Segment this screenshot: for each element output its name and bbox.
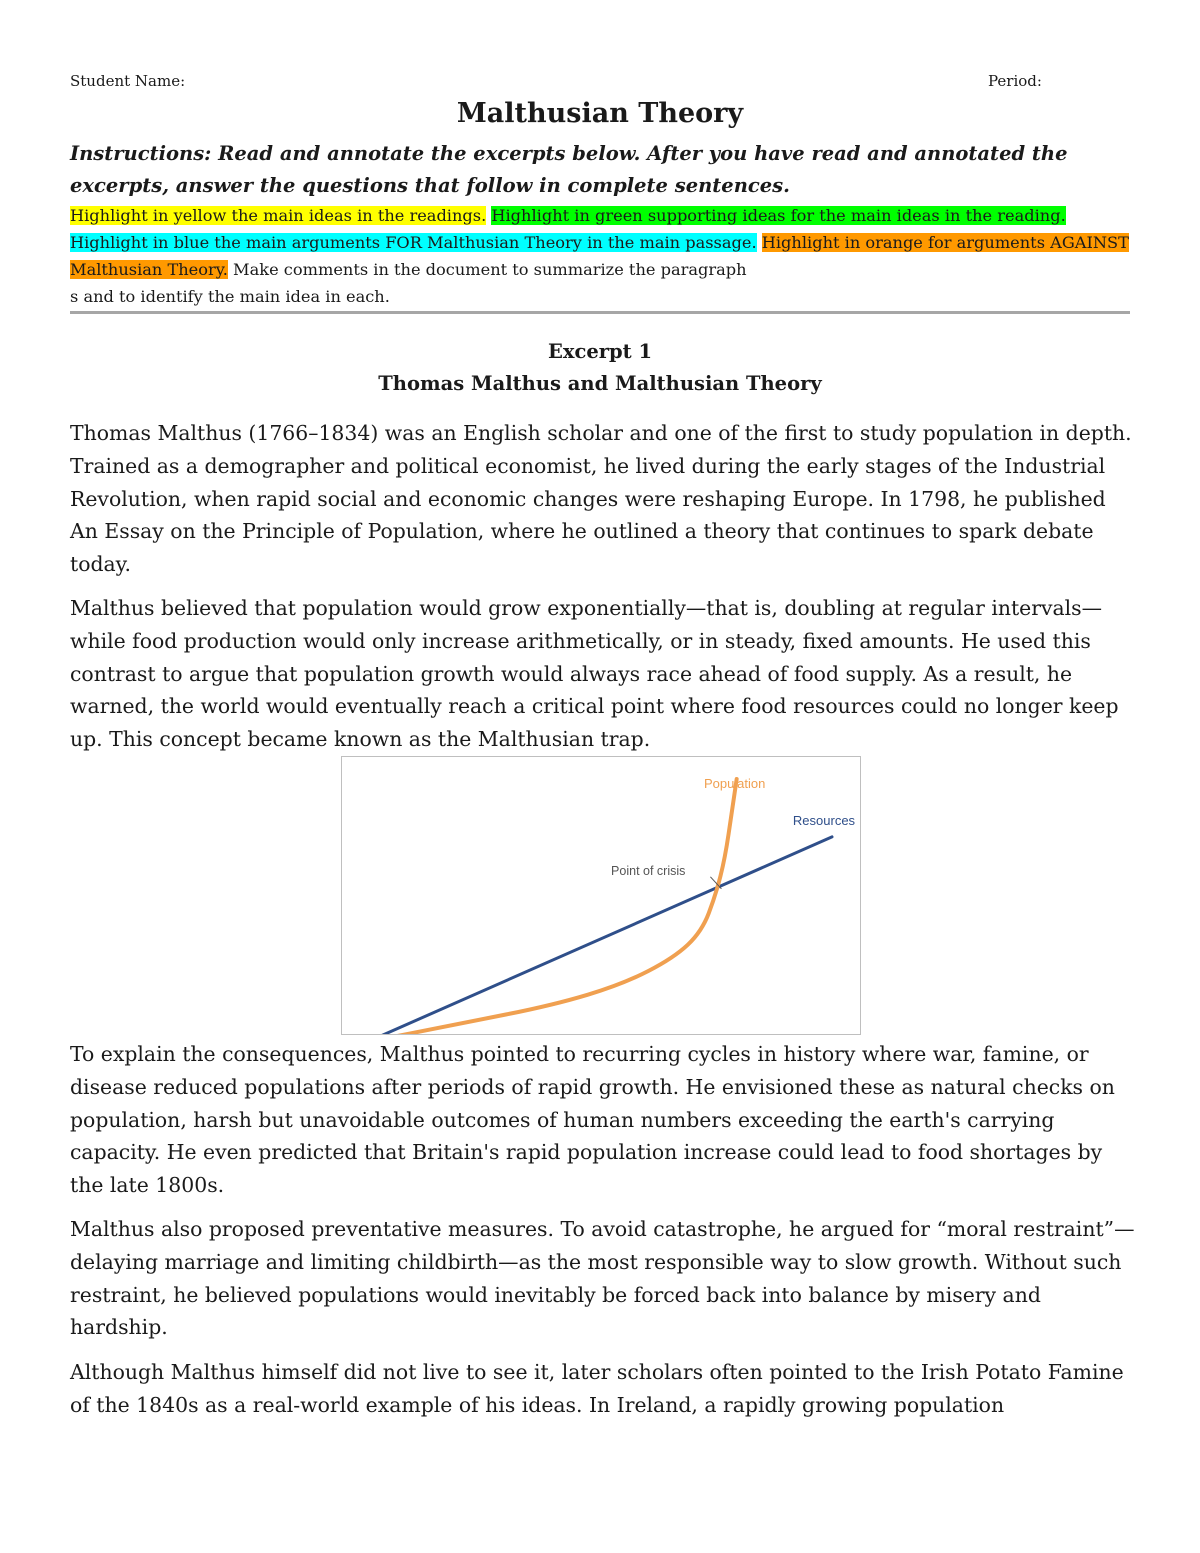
highlight-orange-instruction: Highlight in orange for arguments AGAINST Malthusian Theory.: [70, 233, 1129, 279]
paragraph-2: Malthus believed that population would grow exponentially—that is, doubling at regular intervals—while food production would only increase arithmetically, or in steady, fixed amounts. He used this contrast to argue that population growth would always race ahead of food supply. As a result, he warned, the world would eventually reach a critical point where food resources could no longer keep up. This concept became known as the Malthusian trap.: [70, 596, 1119, 752]
period-label: Period:: [988, 72, 1042, 90]
instructions: Instructions: Read and annotate the excerpts below. After you have read and annotated the excerpts, answer the questions that follow in complete sentences.: [70, 142, 1068, 197]
highlight-yellow-instruction: Highlight in yellow the main ideas in the readings.: [70, 206, 487, 225]
highlight-blue-instruction: Highlight in blue the main arguments FOR Malthusian Theory in the main passage.: [70, 233, 757, 252]
highlight-green-instruction: Highlight in green supporting ideas for the main ideas in the reading.: [491, 206, 1066, 225]
series-label-population: Population: [703, 776, 766, 791]
excerpt-title: Thomas Malthus and Malthusian Theory: [378, 372, 822, 395]
annotation-point-of-crisis: Point of crisis: [611, 863, 686, 878]
chart-svg: [342, 757, 860, 1034]
series-line-population: [367, 779, 737, 1034]
highlight-guide: [70, 202, 1130, 310]
malthusian-chart: [341, 756, 861, 1035]
page-title: Malthusian Theory: [456, 98, 744, 129]
student-name-label: Student Name:: [70, 72, 186, 90]
series-label-resources: Resources: [792, 812, 856, 828]
paragraph-4: Malthus also proposed preventative measures. To avoid catastrophe, he argued for “moral restraint”—delaying marriage and limiting childbirth—as the most responsible way to slow growth. Without such restraint, he believed populations would inevitably be forced back into balance by misery and hardship.: [70, 1217, 1135, 1340]
comment-instruction-line2: s and to identify the main idea in each.: [70, 287, 390, 306]
paragraph-5: Although Malthus himself did not live to see it, later scholars often pointed to the Irish Potato Famine of the 1840s as a real-world example of his ideas. In Ireland, a rapidly growing population: [70, 1360, 1124, 1417]
paragraph-1: Thomas Malthus (1766–1834) was an English scholar and one of the first to study population in depth. Trained as a demographer and political economist, he lived during the early stages of the Industrial Revolution, when rapid social and economic changes were reshaping Europe. In 1798, he published An Essay on the Principle of Population, where he outlined a theory that continues to spark debate today.: [70, 421, 1132, 577]
comment-instruction-line1: Make comments in the document to summarize the paragraph: [233, 260, 747, 279]
excerpt-number: Excerpt 1: [547, 340, 653, 363]
divider: [70, 311, 1130, 314]
series-line-resources: [367, 837, 832, 1034]
paragraph-3: To explain the consequences, Malthus pointed to recurring cycles in history where war, famine, or disease reduced populations after periods of rapid growth. He envisioned these as natural checks on population, harsh but unavoidable outcomes of human numbers exceeding the earth's carrying capacity. He even predicted that Britain's rapid population increase could lead to food shortages by the late 1800s.: [70, 1042, 1115, 1198]
